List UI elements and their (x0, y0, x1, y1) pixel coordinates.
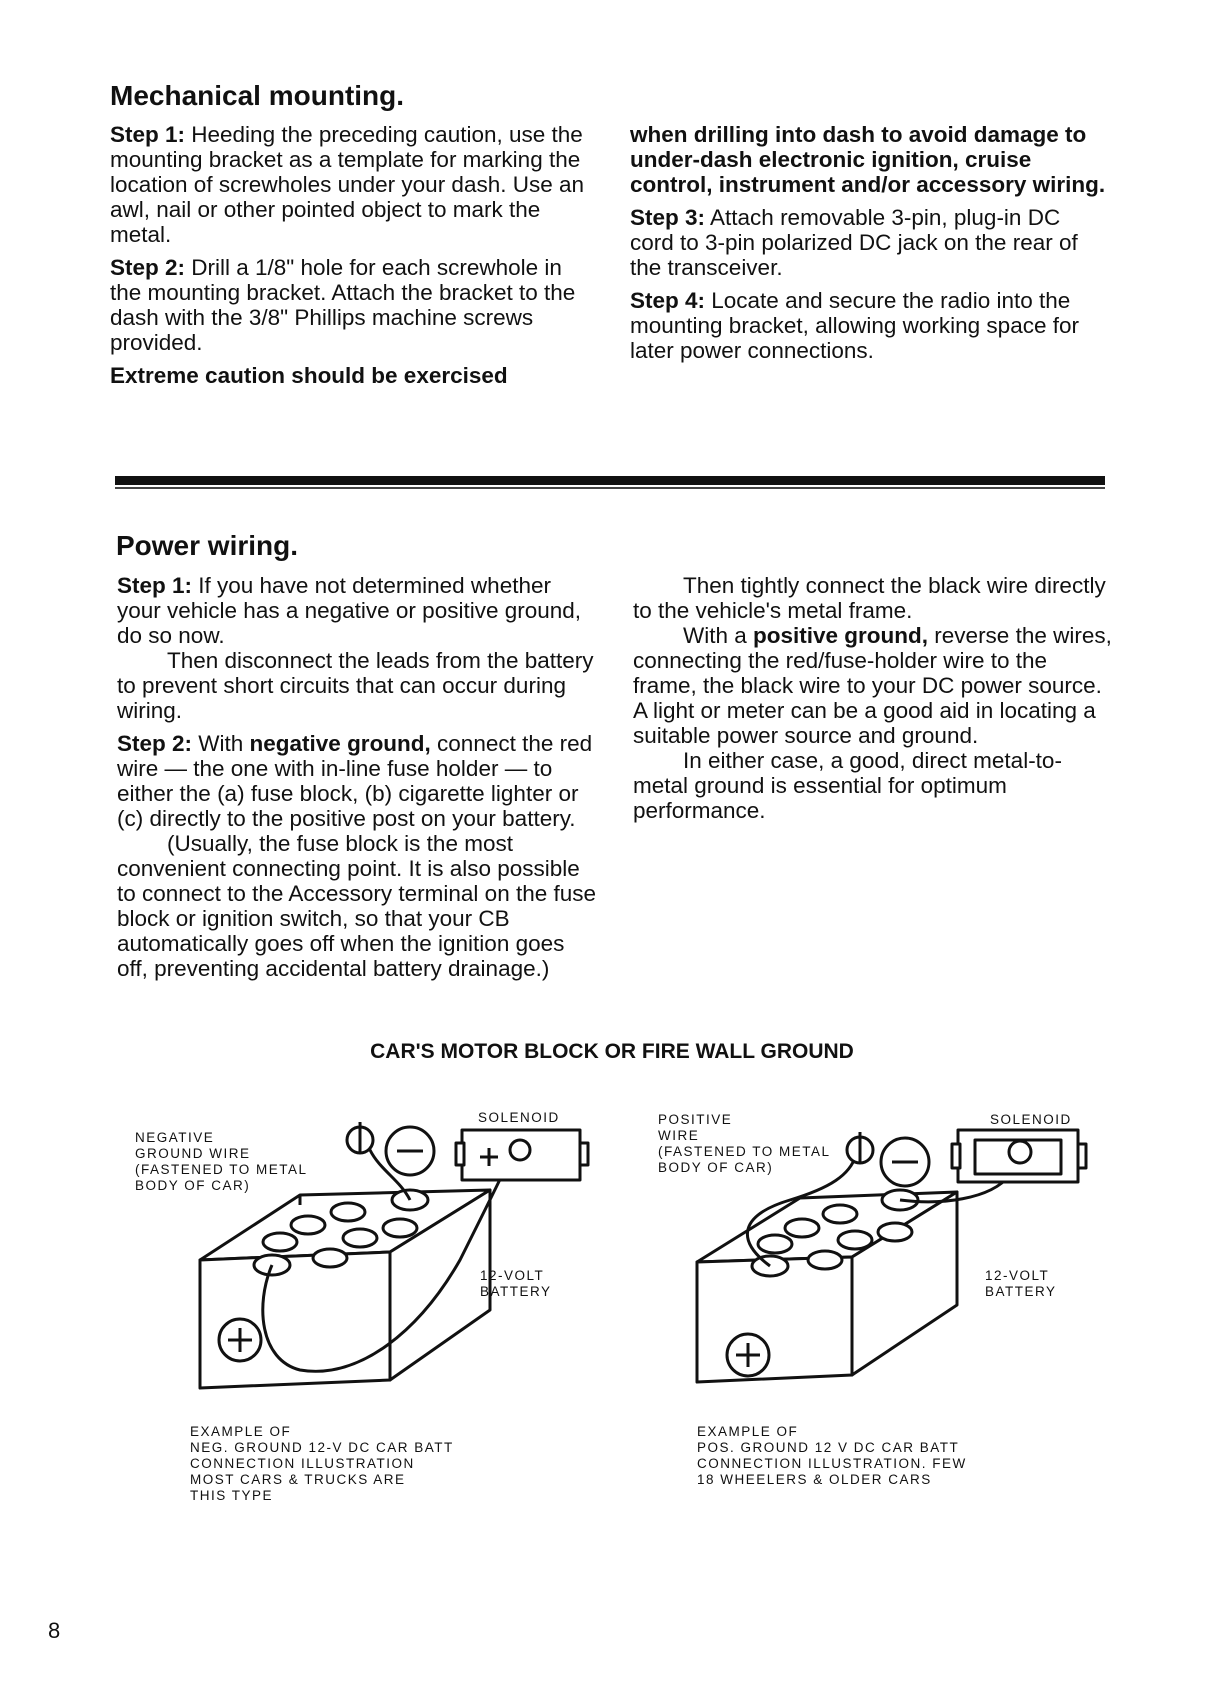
left-battery-label: 12-VOLT BATTERY (480, 1268, 552, 1299)
caution-text: when drilling into dash to avoid damage to under-dash electronic ignition, cruise control, instrument and/or accessory wiring. (630, 122, 1106, 197)
step-label: Step 3: (630, 205, 706, 230)
step-label: Step 1: (110, 122, 186, 147)
either-case-paragraph: In either case, a good, direct metal-to-metal ground is essential for optimum performance. (633, 748, 1062, 823)
step-text: Attach removable 3-pin, plug-in DC cord to 3-pin polarized DC jack on the rear of the transceiver. (630, 205, 1078, 280)
pos-text: reverse the wires, connecting the red/fuse-holder wire to the frame, the black wire to your DC power source. A light or meter can be a good aid in locating a suitable power source and ground. (633, 623, 1112, 748)
black-wire-paragraph: Then tightly connect the black wire directly to the vehicle's metal frame. (633, 573, 1106, 623)
left-caption: EXAMPLE OF NEG. GROUND 12-V DC CAR BATT CONNECTION ILLUSTRATION MOST CARS & TRUCKS ARE THIS TYPE (190, 1424, 454, 1503)
step-label: Step 1: (117, 573, 193, 598)
right-solenoid-label: SOLENOID (990, 1112, 1072, 1127)
step-text: If you have not determined whether your vehicle has a negative or positive ground, do so now. (117, 573, 582, 648)
right-wire-label: POSITIVE WIRE (FASTENED TO METAL BODY OF CAR) (658, 1112, 831, 1175)
usually-paragraph: (Usually, the fuse block is the most convenient connecting point. It is also possible to connect to the Accessory terminal on the fuse block or ignition switch, so that your CB automatically goes off when the ignition goes off, preventing accidental battery drainage.) (117, 831, 597, 981)
step-text: Heeding the preceding caution, use the mounting bracket as a template for marking the location of screwholes under your dash. Use an awl, nail or other pointed object to mark the metal. (110, 122, 585, 247)
right-battery-label: 12-VOLT BATTERY (985, 1268, 1057, 1299)
page-number: 8 (48, 1618, 61, 1643)
step-label: Step 2: (110, 255, 186, 280)
right-caption: EXAMPLE OF POS. GROUND 12 V DC CAR BATT CONNECTION ILLUSTRATION. FEW 18 WHEELERS & OLDER CARS (697, 1424, 967, 1487)
disconnect-paragraph: Then disconnect the leads from the battery to prevent short circuits that can occur during wiring. (117, 648, 594, 723)
step-text: Locate and secure the radio into the mounting bracket, allowing working space for later power connections. (630, 288, 1079, 363)
negative-ground-emphasis: negative ground, (249, 731, 431, 756)
pos-pre: With a (683, 623, 754, 648)
caution-text-part1: Extreme caution should be exercised (110, 363, 508, 388)
step-text: With (192, 731, 250, 756)
power-heading: Power wiring. (116, 530, 299, 561)
step-label: Step 2: (117, 731, 193, 756)
step-text: connect the red wire — the one with in-line fuse holder — to either the (a) fuse block, (b) cigarette lighter or (c) directly to the positive post on your battery. (117, 731, 593, 831)
positive-ground-emphasis: positive ground, (753, 623, 929, 648)
mechanical-heading: Mechanical mounting. (110, 80, 405, 111)
left-wire-label: NEGATIVE GROUND WIRE (FASTENED TO METAL BODY OF CAR) (135, 1130, 308, 1193)
left-solenoid-label: SOLENOID (478, 1110, 560, 1125)
diagram-title: CAR'S MOTOR BLOCK OR FIRE WALL GROUND (370, 1040, 854, 1063)
step-label: Step 4: (630, 288, 706, 313)
step-text: Drill a 1/8" hole for each screwhole in the mounting bracket. Attach the bracket to the dash with the 3/8" Phillips machine screws provided. (110, 255, 576, 355)
